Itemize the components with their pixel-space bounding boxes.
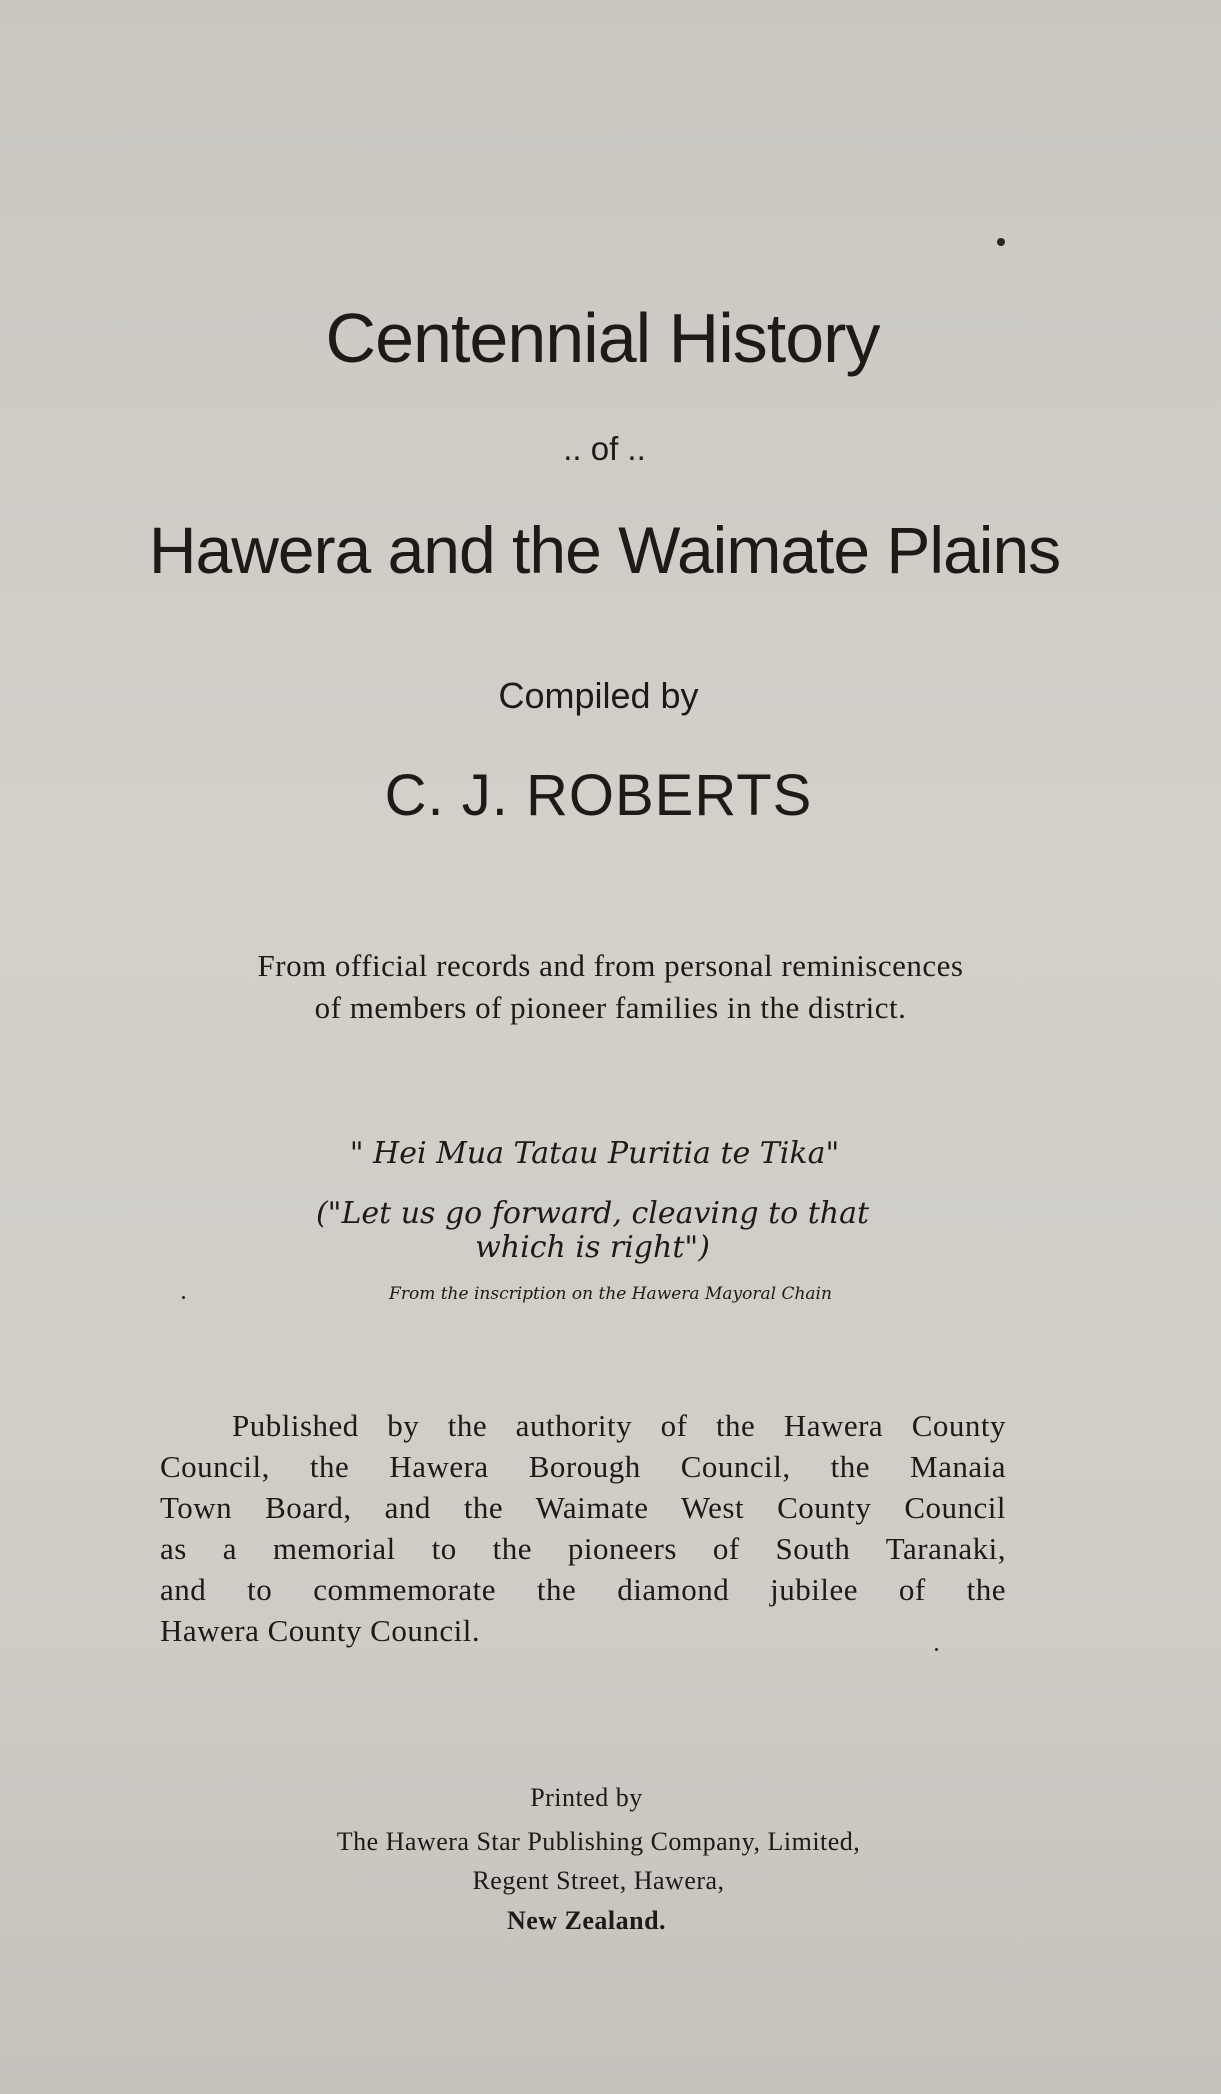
book-title-line-2: Hawera and the Waimate Plains bbox=[148, 513, 1061, 587]
compiled-by-label: Compiled by bbox=[498, 675, 699, 716]
publication-line: Council, the Hawera Borough Council, the Manaia bbox=[160, 1449, 1006, 1484]
publication-line: and to commemorate the diamond jubilee of the bbox=[160, 1572, 1006, 1607]
book-title-connector: .. of .. bbox=[563, 430, 646, 467]
source-note-line-2: of members of pioneer families in the district. bbox=[314, 990, 907, 1025]
printer-name: The Hawera Star Publishing Company, Limited, bbox=[336, 1827, 861, 1856]
source-note-line-1: From official records and from personal reminiscences bbox=[257, 948, 964, 983]
publication-line: as a memorial to the pioneers of South Taranaki, bbox=[160, 1531, 1006, 1566]
printer-street: Regent Street, Hawera, bbox=[472, 1866, 725, 1895]
motto-translation-line-1: ("Let us go forward, cleaving to that bbox=[315, 1196, 870, 1231]
paper-speck bbox=[935, 1648, 938, 1651]
paper-speck bbox=[997, 238, 1005, 246]
author-name: C. J. ROBERTS bbox=[384, 763, 813, 828]
printer-country: New Zealand. bbox=[506, 1906, 667, 1935]
motto-attribution: From the inscription on the Hawera Mayoral Chain bbox=[389, 1284, 832, 1304]
publication-line: Published by the authority of the Hawera County bbox=[232, 1408, 1006, 1443]
book-title-line-1: Centennial History bbox=[325, 299, 880, 377]
publication-line: Town Board, and the Waimate West County Council bbox=[160, 1490, 1006, 1525]
printed-by-label: Printed by bbox=[530, 1783, 643, 1812]
maori-motto: " Hei Mua Tatau Puritia te Tika" bbox=[349, 1136, 840, 1171]
motto-translation-line-2: which is right") bbox=[475, 1230, 710, 1265]
publication-line: Hawera County Council. bbox=[160, 1613, 481, 1648]
publication-statement bbox=[160, 1405, 1006, 1651]
paper-speck bbox=[182, 1296, 185, 1299]
